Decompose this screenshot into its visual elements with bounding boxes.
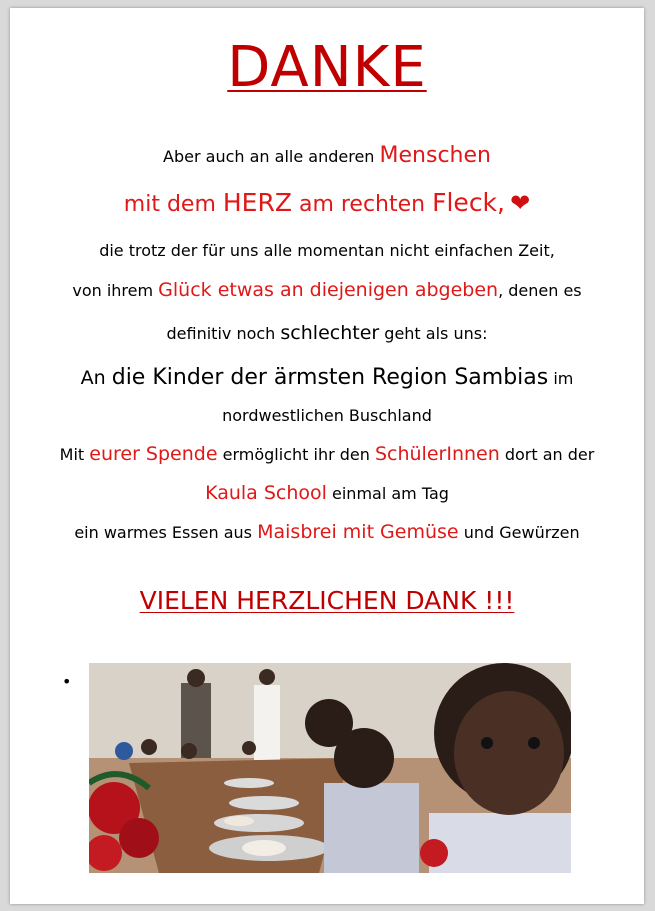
text-line-1-part-a: Aber auch an alle anderen [163,147,380,166]
closing-thanks: VIELEN HERZLICHEN DANK !!! [139,586,515,615]
text-line-8-part-a: Mit [59,445,90,464]
list-bullet: • [62,672,72,691]
text-line-5-part-a: definitiv noch [166,324,281,343]
text-line-4-part-c: , denen es [498,281,582,300]
page-title: DANKE [227,35,427,100]
text-line-5-part-c: geht als uns: [379,324,488,343]
text-line-7: nordwestlichen Buschland [222,406,432,425]
text-line-8-highlight-spende: eurer Spende [89,443,218,465]
text-line-10 [10,521,644,543]
text-line-4 [10,279,644,301]
heart-icon: ❤ [510,189,531,217]
text-line-8-part-c: ermöglicht ihr den [217,445,375,464]
document-page [10,8,644,904]
text-line-6-emphasis: die Kinder der ärmsten Region Sambias [111,365,549,390]
text-line-9-highlight: Kaula School [205,482,327,504]
text-line-1 [10,143,644,168]
text-line-2-part-c: am rechten [291,192,433,217]
text-line-9 [10,482,644,504]
text-line-8 [10,443,644,465]
text-line-4-part-a: von ihrem [72,281,159,300]
text-line-6-part-a: An [80,367,112,389]
text-line-5 [10,322,644,344]
text-line-8-part-e: dort an der [499,445,595,464]
text-line-5-emphasis: schlechter [280,322,380,344]
text-line-2 [10,188,644,217]
text-line-6 [10,365,644,390]
text-line-3: die trotz der für uns alle momentan nicht einfachen Zeit, [99,241,555,260]
text-line-10-part-c: und Gewürzen [458,523,580,542]
text-line-8-highlight-schueler: SchülerInnen [374,443,500,465]
text-line-2-fleck: Fleck, [432,188,505,217]
text-line-2-part-a: mit dem [123,192,223,217]
text-line-9-part-b: einmal am Tag [326,484,449,503]
text-line-10-part-a: ein warmes Essen aus [74,523,258,542]
text-line-10-highlight: Maisbrei mit Gemüse [257,521,459,543]
photo-illustration [89,663,571,873]
text-line-6-part-c: im [548,369,574,388]
text-line-2-herz: HERZ [222,188,292,217]
text-line-4-highlight: Glück etwas an diejenigen abgeben [158,279,499,301]
children-photo [89,663,571,873]
text-line-1-highlight: Menschen [379,143,491,168]
